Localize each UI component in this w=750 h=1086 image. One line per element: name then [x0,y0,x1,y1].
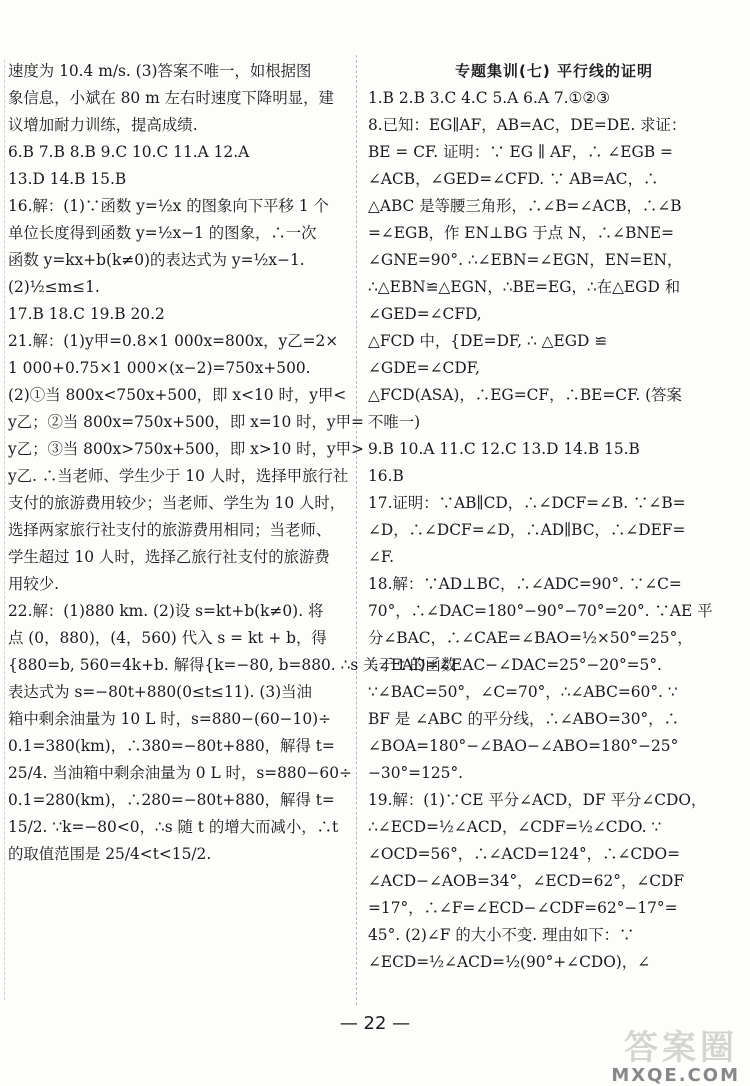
text-line: 16.B [368,467,404,485]
column-divider [356,55,357,1005]
text-line: BF 是 ∠ABC 的平分线，∴∠ABO=30°，∴ [368,710,679,728]
text-line: =17°，∴∠F=∠ECD−∠CDF=62°−17°= [368,899,678,917]
text-line: 6.B 7.B 8.B 9.C 10.C 11.A 12.A [8,143,250,161]
text-line: 70°，∴∠DAC=180°−90°−70°=20°. ∵AE 平 [368,602,713,620]
watermark-text: MXQE.COM [611,1065,740,1086]
text-line: 17.B 18.C 19.B 20.2 [8,305,165,323]
text-line: ∴∠EAD=∠EAC−∠DAC=25°−20°=5°. [368,656,662,674]
text-line: =∠EGB，作 EN⊥BG 于点 N，∴∠BNE= [368,224,674,242]
text-line: 函数 y=kx+b(k≠0)的表达式为 y=½x−1. [8,251,305,269]
text-line: (2)①当 800x<750x+500，即 x<10 时，y甲< [8,386,347,404]
text-line: 21.解：(1)y甲=0.8×1 000x=800x，y乙=2× [8,332,339,350]
text-line: 箱中剩余油量为 10 L 时，s=880−(60−10)÷ [8,710,332,728]
text-line: 9.B 10.A 11.C 12.C 13.D 14.B 15.B [368,440,640,458]
text-line: 分∠BAC，∴∠CAE=∠BAO=½×50°=25°， [368,629,693,647]
text-line: 表达式为 s=−80t+880(0≤t≤11). (3)当油 [8,683,312,701]
section-title: 专题集训(七) 平行线的证明 [455,62,653,80]
text-line: {880=b, 560=4k+b. 解得{k=−80, b=880. ∴s 关于 t 的函数 [8,656,457,674]
text-line: ∠ECD=½∠ACD=½(90°+∠CDO)，∠ [368,953,651,971]
text-line: 0.1=280(km)，∴280=−80t+880，解得 t= [8,791,335,809]
text-line: 单位长度得到函数 y=½x−1 的图象，∴一次 [8,224,317,242]
text-line: △ABC 是等腰三角形，∴∠B=∠ACB，∴∠B [368,197,682,215]
text-line: 的取值范围是 25/4<t<15/2. [8,845,212,863]
text-line: 17.证明：∵AB∥CD，∴∠DCF=∠B. ∵∠B= [368,494,686,512]
text-line: 1.B 2.B 3.C 4.C 5.A 6.A 7.①②③ [368,89,610,107]
text-line: y乙；③当 800x>750x+500，即 x>10 时，y甲> [8,440,364,458]
right-body [368,85,740,976]
text-line: −30°=125°. [368,764,464,782]
text-line: y乙；②当 800x=750x+500，即 x=10 时，y甲= [8,413,364,431]
text-line: 45°. (2)∠F 的大小不变. 理由如下：∵ [368,926,635,944]
text-line: △FCD(ASA)，∴EG=CF，∴BE=CF. (答案 [368,386,682,404]
text-line: BE = CF. 证明：∵ EG ∥ AF，∴ ∠EGB = [368,143,673,161]
text-line: 用较少. [8,575,60,593]
text-line: 16.解：(1)∵函数 y=½x 的图象向下平移 1 个 [8,197,329,215]
text-line: 不唯一) [368,413,421,431]
page-number: — 22 — [339,1013,411,1034]
text-line: ∠BOA=180°−∠BAO−∠ABO=180°−25° [368,737,679,755]
text-line: ∴∠ECD=½∠ACD，∠CDF=½∠CDO. ∵ [368,818,662,836]
text-line: 支付的旅游费用较少；当老师、学生为 10 人时， [8,494,346,512]
text-line: ∠GNE=90°. ∴∠EBN=∠EGN，EN=EN， [368,251,683,269]
text-line: ∠GED=∠CFD, [368,305,482,323]
text-line: 22.解：(1)880 km. (2)设 s=kt+b(k≠0). 将 [8,602,324,620]
text-line: 25/4. 当油箱中剩余油量为 0 L 时，s=880−60÷ [8,764,352,782]
text-line: ∴△EBN≌△EGN，∴BE=EG，∴在△EGD 和 [368,278,681,296]
text-line: ∵∠BAC=50°，∠C=70°，∴∠ABC=60°. ∵ [368,683,678,701]
text-line: 15/2. ∵k=−80<0，∴s 随 t 的增大而减小，∴t [8,818,339,836]
text-line: 点 (0，880)，(4，560) 代入 s = kt + b，得 [8,629,327,647]
text-line: 19.解：(1)∵CE 平分∠ACD，DF 平分∠CDO， [368,791,707,809]
text-line: 速度为 10.4 m/s. (3)答案不唯一，如根据图 [8,62,312,80]
watermark-logo: 答案圈 [624,1028,738,1068]
text-line: 选择两家旅行社支付的旅游费用相同；当老师、 [8,521,332,539]
text-line: 1 000+0.75×1 000×(x−2)=750x+500. [8,359,311,377]
right-column [368,58,740,976]
text-line: ∠D，∴∠DCF=∠D，∴AD∥BC，∴∠DEF= [368,521,686,539]
text-line: 8.已知：EG∥AF，AB=AC，DE=DE. 求证： [368,116,687,134]
text-line: 学生超过 10 人时，选择乙旅行社支付的旅游费 [8,548,330,566]
text-line: ∠ACD−∠AOB=34°，∠ECD=62°，∠CDF [368,872,685,890]
text-line: ∠ACB，∠GED=∠CFD. ∵ AB=AC，∴ [368,170,659,188]
text-line: y乙. ∴当老师、学生少于 10 人时，选择甲旅行社 [8,467,349,485]
text-line: (2)½≤m≤1. [8,278,100,296]
text-line: 13.D 14.B 15.B [8,170,127,188]
text-line: △FCD 中，{DE=DF, ∴ △EGD ≌ [368,332,608,350]
left-margin-rule [4,60,5,1000]
text-line: 象信息，小斌在 80 m 左右时速度下降明显，建 [8,89,334,107]
text-line: 议增加耐力训练，提高成绩. [8,116,198,134]
text-line: ∠OCD=56°，∴∠ACD=124°，∴∠CDO= [368,845,680,863]
text-line: ∠F. [368,548,395,566]
text-line: ∠GDE=∠CDF, [368,359,480,377]
text-line: 18.解：∵AD⊥BC，∴∠ADC=90°. ∵∠C= [368,575,682,593]
text-line: 0.1=380(km)，∴380=−80t+880，解得 t= [8,737,335,755]
